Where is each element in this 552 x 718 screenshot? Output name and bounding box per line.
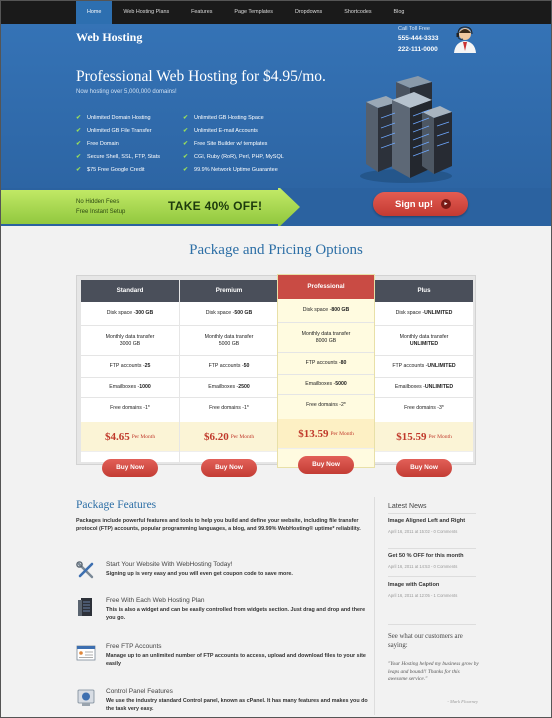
- feature-title: Start Your Website With WebHosting Today!: [106, 561, 233, 568]
- check-icon: ✔: [76, 115, 82, 121]
- plan-name: Premium: [180, 280, 278, 302]
- feature-description: Manage up to an unlimited number of FTP accounts to access, upload and download files to your site easily: [106, 653, 366, 667]
- plan-free-domains: Free domains - 3*: [404, 404, 444, 411]
- feature-title: Free FTP Accounts: [106, 643, 162, 650]
- news-title-link[interactable]: Image with Caption: [388, 582, 440, 588]
- hero-feature-item: ✔ Unlimited GB File Transfer: [76, 127, 152, 134]
- check-icon: ✔: [76, 141, 82, 147]
- package-features-title: Package Features: [76, 499, 157, 511]
- hero-feature-item: ✔ Unlimited GB Hosting Space: [183, 114, 264, 121]
- plan-free-domains: Free domains - 2*: [306, 401, 346, 408]
- hero-feature-item: ✔ Secure Shell, SSL, FTP, Stats: [76, 153, 160, 160]
- check-icon: ✔: [183, 115, 189, 121]
- nav-item-shortcodes[interactable]: Shortcodes: [344, 9, 372, 15]
- plan-emailboxes: Emailboxes - UNLIMITED: [375, 378, 473, 398]
- plan-emailboxes: Emailboxes - 5000: [278, 375, 374, 395]
- testimonials-title: See what our customers are saying:: [388, 633, 463, 650]
- news-date: April 16, 2011 at 14:53 - 0 Comments: [388, 563, 458, 569]
- phone-number-1: 555-444-3333: [398, 35, 439, 42]
- news-title-link[interactable]: Image Aligned Left and Right: [388, 518, 466, 524]
- nav-item-dropdowns[interactable]: Dropdowns: [294, 9, 323, 15]
- plan-price: $6.20 Per Month: [180, 422, 278, 452]
- promo-discount-text: TAKE 40% OFF!: [168, 199, 263, 213]
- plan-disk-space: Disk space - 500 GB: [180, 302, 278, 326]
- feature-title: Free With Each Web Hosting Plan: [106, 597, 205, 604]
- feature-description: We use the industry standard Control panel, known as cPanel. It has many features and makes you do the task very easy.: [106, 698, 368, 712]
- check-icon: ✔: [183, 141, 189, 147]
- news-date: April 16, 2011 at 15:02 - 0 Comments: [388, 528, 458, 534]
- feature-title: Control Panel Features: [106, 688, 173, 695]
- nav-item-blog[interactable]: Blog: [393, 9, 405, 15]
- plan-name: Plus: [375, 280, 473, 302]
- check-icon: ✔: [76, 128, 82, 134]
- promo-line-1: No Hidden Fees: [76, 199, 120, 205]
- check-icon: ✔: [76, 154, 82, 160]
- nav-item-page-templates[interactable]: Page Templates: [234, 9, 273, 15]
- testimonial-author: - Mark Flourney: [447, 699, 478, 704]
- news-date: April 16, 2011 at 12:05 - 1 Comments: [388, 592, 458, 598]
- hero-subheadline: Now hosting over 5,000,000 domains!: [76, 89, 177, 95]
- hero-feature-item: ✔ Free Domain: [76, 140, 119, 147]
- buy-now-button[interactable]: Buy Now: [298, 456, 354, 474]
- nav-item-web-hosting-plans[interactable]: Web Hosting Plans: [123, 9, 170, 15]
- plan-disk-space: Disk space - UNLIMITED: [375, 302, 473, 326]
- signup-label: Sign up!: [395, 198, 433, 210]
- plan-emailboxes: Emailboxes - 1000: [81, 378, 179, 398]
- plan-ftp-accounts: FTP accounts - 80: [278, 353, 374, 375]
- plan-ftp-accounts: FTP accounts - 25: [81, 356, 179, 378]
- buy-now-button[interactable]: Buy Now: [396, 459, 452, 477]
- plan-data-transfer: Monthly data transfer 5000 GB: [180, 326, 278, 356]
- plan-price: $4.65 Per Month: [81, 422, 179, 452]
- buy-now-button[interactable]: Buy Now: [102, 459, 158, 477]
- hero-headline: Professional Web Hosting for $4.95/mo.: [76, 68, 326, 85]
- phone-number-2: 222-111-0000: [398, 46, 438, 53]
- hero-feature-item: ✔ Unlimited E-mail Accounts: [183, 127, 258, 134]
- package-features-intro: Packages include powerful features and tools to help you build and define your website, including file transfer protocol (FTP) accounts, popular programming languages, a blog, and 99.99% WebHosting® uptime* reliability.: [76, 518, 361, 532]
- check-icon: ✔: [183, 128, 189, 134]
- plan-free-domains: Free domains - 1*: [209, 404, 249, 411]
- check-icon: ✔: [76, 167, 82, 173]
- plan-disk-space: Disk space - 300 GB: [81, 302, 179, 326]
- nav-item-features[interactable]: Features: [191, 9, 213, 15]
- hero-feature-item: ✔ Unlimited Domain Hosting: [76, 114, 151, 121]
- plan-disk-space: Disk space - 800 GB: [278, 299, 374, 323]
- site-logo-title[interactable]: Web Hosting: [76, 30, 143, 44]
- nav-item-home[interactable]: Home: [76, 0, 112, 24]
- plan-data-transfer: Monthly data transfer UNLIMITED: [375, 326, 473, 356]
- latest-news-title: Latest News: [388, 503, 427, 510]
- hero-feature-item: ✔ Free Site Builder w/ templates: [183, 140, 268, 147]
- check-icon: ✔: [183, 167, 189, 173]
- news-title-link[interactable]: Get 50 % OFF for this month: [388, 553, 464, 559]
- feature-description: Signing up is very easy and you will even get coupon code to save more.: [106, 571, 293, 577]
- arrow-right-icon: ►: [441, 199, 451, 209]
- plan-price: $15.59 Per Month: [375, 422, 473, 452]
- plan-ftp-accounts: FTP accounts - UNLIMITED: [375, 356, 473, 378]
- feature-description: This is also a widget and can be easily controlled from widgets section. Just drag and drop and there you go.: [106, 607, 366, 621]
- hero-feature-item: ✔ CGI, Ruby (RoR), Perl, PHP, MySQL: [183, 153, 284, 160]
- plan-ftp-accounts: FTP accounts - 50: [180, 356, 278, 378]
- hero-feature-item: ✔ 99.9% Network Uptime Guarantee: [183, 166, 278, 173]
- plan-price: $13.59 Per Month: [278, 419, 374, 449]
- toll-free-label: Call Toll Free: [398, 26, 430, 32]
- plan-data-transfer: Monthly data transfer 3000 GB: [81, 326, 179, 356]
- plan-name: Standard: [81, 280, 179, 302]
- plan-name: Professional: [278, 275, 374, 299]
- pricing-section-title: Package and Pricing Options: [189, 242, 363, 258]
- check-icon: ✔: [183, 154, 189, 160]
- promo-line-2: Free Instant Setup: [76, 209, 126, 215]
- buy-now-button[interactable]: Buy Now: [201, 459, 257, 477]
- testimonial-quote: "Your Hosting helped my business grow by leaps and bound!! Thanks for this awesome service.": [388, 661, 479, 683]
- hero-feature-item: ✔ $75 Free Google Credit: [76, 166, 145, 173]
- plan-data-transfer: Monthly data transfer 8000 GB: [278, 323, 374, 353]
- plan-emailboxes: Emailboxes - 2500: [180, 378, 278, 398]
- plan-free-domains: Free domains - 1*: [110, 404, 150, 411]
